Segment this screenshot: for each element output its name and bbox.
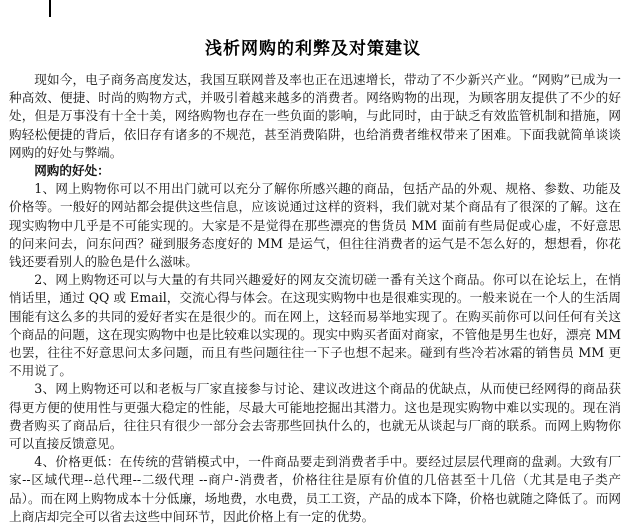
section-heading: 网购的好处： bbox=[34, 163, 110, 179]
point-3-paragraph: 3、网上购物还可以和老板与厂家直接参与讨论、建议改进这个商品的优缺点，从而使已经网得的商品获得更方便的使用性与更强大稳定的性能，尽最大可能地挖掘出其潜力。这也是现实购物中难以实现的。现在消费者购买了商品后，往往只有很少一部分会去寄那些回执什么的，也就无从谈起与厂商的联系。而网上购物你可以直接反馈意见。 bbox=[9, 381, 621, 452]
point-2-paragraph: 2、网上购物还可以与大量的有共同兴趣爱好的网友交流切磋一番有关这个商品。你可以在论坛上，在悄悄话里，通过 QQ 或 Email，交流心得与体会。在这现实购物中也是很难实现的。一般来说在一个人的生活周围能有这么多的共同的爱好者实在是很少的。而在网上，这轻而易举地实现了。在购买前你可以问任何有关这个商品的问题，这在现实购物中也是比较难以实现的。现实中购买者面对商家，不管他是男生也好，漂亮 MM 也罢，往往不好意思问太多问题，而且有些问题往往一下子也想不起来。碰到有些冷若冰霜的销售员 MM 更不用说了。 bbox=[9, 272, 621, 379]
point-4-paragraph: 4、价格更低：在传统的营销模式中，一件商品要走到消费者手中。要经过层层代理商的盘剥。大致有厂家--区域代理--总代理--二级代理 --商户-消费者，价格往往是原有价值的几倍甚至十几倍（尤其是电子类产品）。而在网上购物成本十分低廉，场地费，水电费，员工工资，产品的成本下降，价格也就随之降低了。而网上商店却完全可以省去这些中间环节，因此价格上有一定的优势。 bbox=[9, 454, 621, 524]
document-body bbox=[9, 71, 621, 526]
document-title: 浅析网购的利弊及对策建议 bbox=[205, 39, 421, 59]
text-cursor bbox=[49, 0, 51, 17]
point-1-paragraph: 1、网上购物你可以不用出门就可以充分了解你所感兴趣的商品，包括产品的外观、规格、参数、功能及价格等。一般好的网站都会提供这些信息，应该说通过这样的资料，我们就对某个商品有了很深的了解。这在现实购物中几乎是不可能实现的。大家是不是觉得在那些漂亮的售货员 MM 面前有些局促或心虚，不好意思的问来问去，问东问西？碰到服务态度好的 MM 是运气，但往往消费者的运气是不怎么好的，想想看，你花钱还要看别人的脸色是什么滋味。 bbox=[9, 181, 621, 270]
intro-paragraph: 现如今，电子商务高度发达，我国互联网普及率也正在迅速增长，带动了不少新兴产业。“网购”已成为一种高效、便捷、时尚的购物方式，并吸引着越来越多的消费者。网络购物的出现，为顾客朋友提供了不少的好处，但是万事没有十全十美，网络购物也存在一些负面的影响，与此同时，由于缺乏有效监管机制和措施，网购轻松便捷的背后，依旧存有诸多的不规范，甚至消费陷阱，也给消费者维权带来了困难。下面我就简单谈谈网购的好处与弊端。 bbox=[9, 72, 621, 160]
